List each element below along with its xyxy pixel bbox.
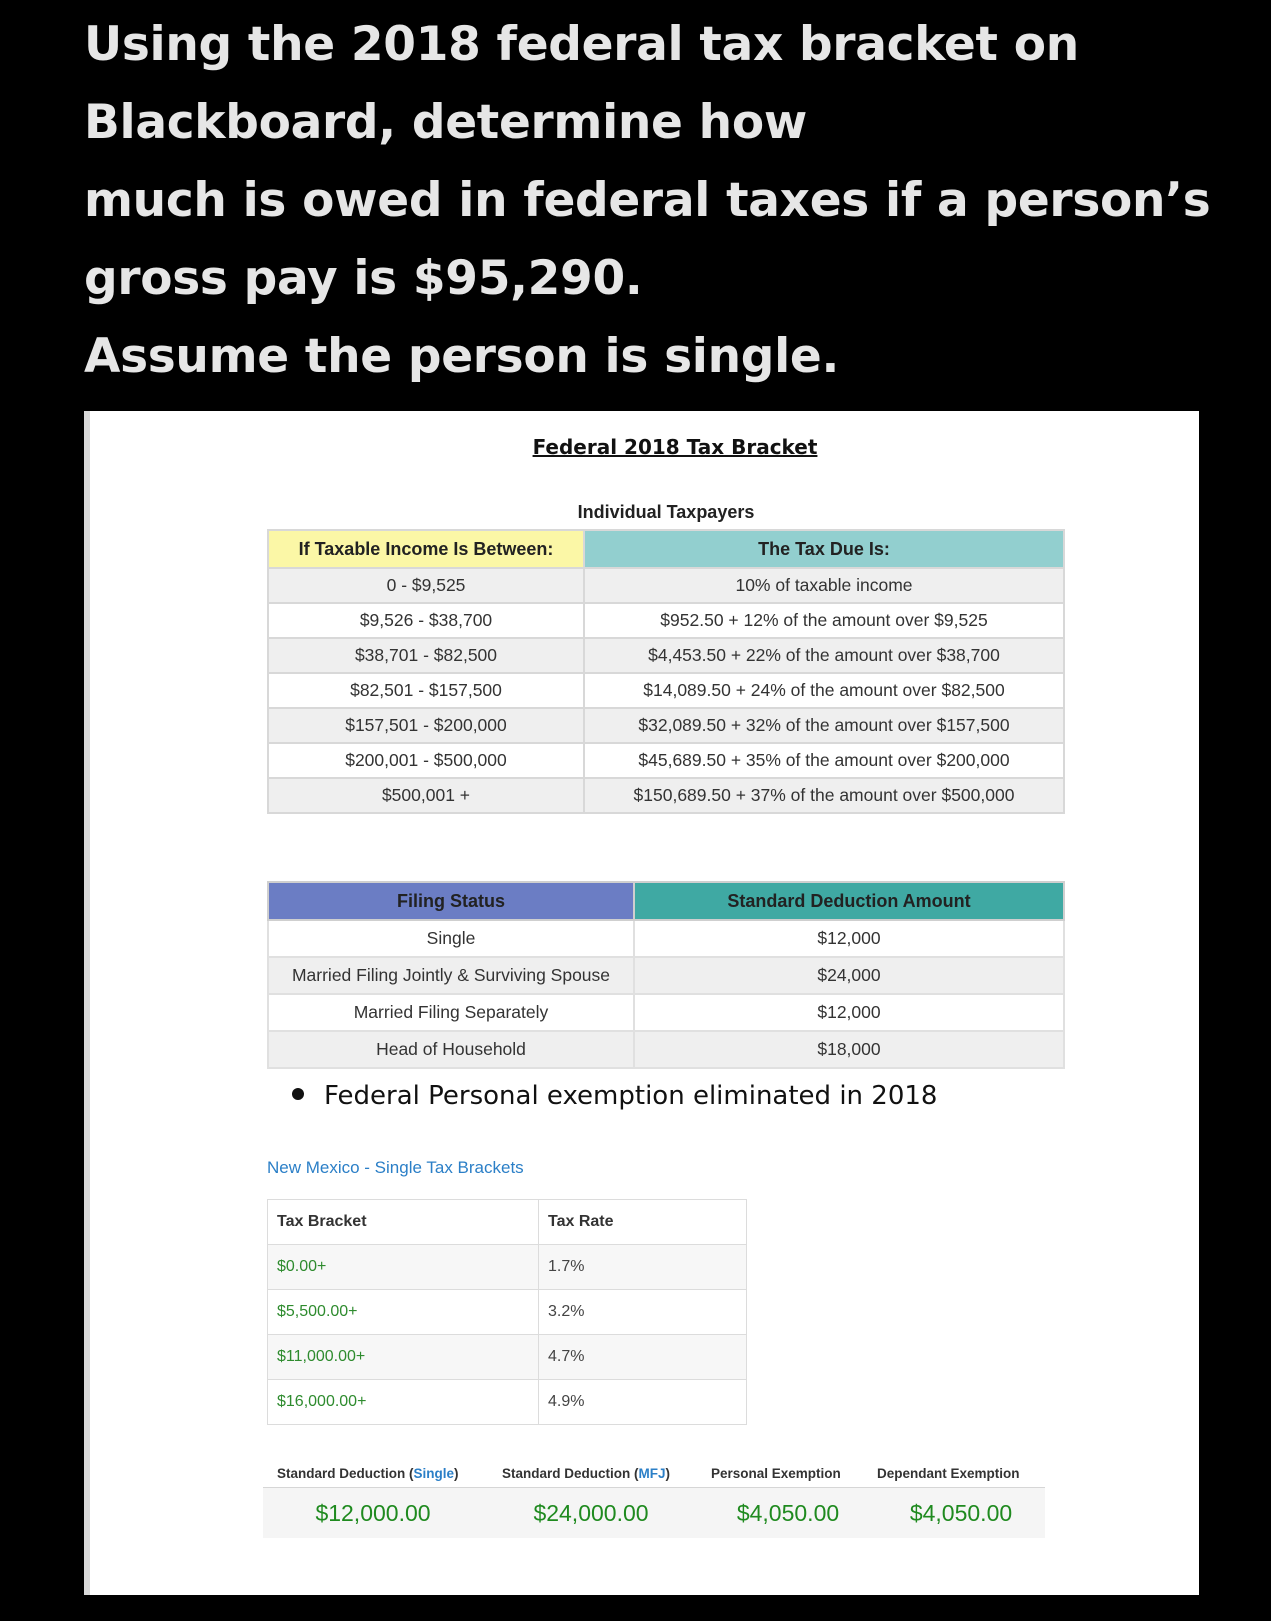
bullet-text: Federal Personal exemption eliminated in 2018: [324, 1081, 938, 1111]
summary-header-dependant: Dependant Exemption: [877, 1466, 1020, 1481]
question-line: gross pay is $95,290.: [84, 251, 643, 306]
tax-bracket: $16,000.00+: [268, 1380, 539, 1425]
tax-bracket: $5,500.00+: [268, 1290, 539, 1335]
table-row: [268, 957, 1064, 994]
nm-tax-table: [267, 1199, 747, 1425]
question-line: Using the 2018 federal tax bracket on: [84, 17, 1079, 72]
document-image: [84, 411, 1199, 1595]
filing-status: Married Filing Separately: [268, 994, 634, 1031]
income-range: $9,526 - $38,700: [268, 603, 584, 638]
table-row: [268, 673, 1064, 708]
income-range: $82,501 - $157,500: [268, 673, 584, 708]
question-text: [84, 6, 1234, 396]
summary-values: [263, 1488, 1045, 1538]
single-link[interactable]: Single: [413, 1466, 455, 1481]
bullet-item: [292, 1081, 937, 1111]
tax-bracket: $11,000.00+: [268, 1335, 539, 1380]
tax-due: $45,689.50 + 35% of the amount over $200,000: [584, 743, 1064, 778]
filing-status: Married Filing Jointly & Surviving Spouse: [268, 957, 634, 994]
income-range: $200,001 - $500,000: [268, 743, 584, 778]
table-row: [268, 603, 1064, 638]
standard-deduction-table: [267, 881, 1065, 1069]
tax-due: $150,689.50 + 37% of the amount over $500,000: [584, 778, 1064, 813]
income-range: $38,701 - $82,500: [268, 638, 584, 673]
nm-brackets-link[interactable]: New Mexico - Single Tax Brackets: [267, 1158, 524, 1177]
tax-rate: 3.2%: [539, 1290, 747, 1335]
table-row: [268, 1380, 747, 1425]
table-row: [268, 708, 1064, 743]
deduction-summary: [263, 1451, 1045, 1538]
deduction-amount: $24,000: [634, 957, 1064, 994]
single-deduction-value: $12,000.00: [315, 1499, 431, 1526]
federal-tax-table: [267, 495, 1065, 814]
tax-due: $4,453.50 + 22% of the amount over $38,700: [584, 638, 1064, 673]
income-range: $157,501 - $200,000: [268, 708, 584, 743]
income-range: $500,001 +: [268, 778, 584, 813]
dependant-exemption-value: $4,050.00: [909, 1499, 1013, 1526]
column-header: Tax Bracket: [268, 1200, 539, 1245]
tax-rate: 4.7%: [539, 1335, 747, 1380]
deduction-amount: $12,000: [634, 994, 1064, 1031]
summary-header-mfj: Standard Deduction (MFJ): [502, 1466, 671, 1481]
mfj-link[interactable]: MFJ: [638, 1466, 666, 1481]
table-row: [268, 778, 1064, 813]
table-row: [268, 1031, 1064, 1068]
mfj-deduction-value: $24,000.00: [533, 1499, 649, 1526]
table-row: [268, 1290, 747, 1335]
tax-due: $952.50 + 12% of the amount over $9,525: [584, 603, 1064, 638]
bullet-dot-icon: [292, 1088, 304, 1100]
column-header: Filing Status: [268, 882, 634, 920]
table-row: [268, 638, 1064, 673]
deduction-amount: $12,000: [634, 920, 1064, 957]
summary-headers: [263, 1451, 1045, 1488]
question-line: Assume the person is single.: [84, 329, 840, 384]
column-header: The Tax Due Is:: [584, 530, 1064, 568]
column-header: Standard Deduction Amount: [634, 882, 1064, 920]
table-row: [268, 920, 1064, 957]
table-row: [268, 994, 1064, 1031]
tax-rate: 1.7%: [539, 1245, 747, 1290]
income-range: 0 - $9,525: [268, 568, 584, 603]
table-row: [268, 568, 1064, 603]
column-header: Tax Rate: [539, 1200, 747, 1245]
table-row: [268, 1335, 747, 1380]
question-line: much is owed in federal taxes if a person’s: [84, 173, 1211, 228]
summary-header-single: Standard Deduction (Single): [277, 1466, 459, 1481]
tax-due: $14,089.50 + 24% of the amount over $82,500: [584, 673, 1064, 708]
tax-due: 10% of taxable income: [584, 568, 1064, 603]
tax-bracket: $0.00+: [268, 1245, 539, 1290]
deduction-amount: $18,000: [634, 1031, 1064, 1068]
filing-status: Head of Household: [268, 1031, 634, 1068]
tax-rate: 4.9%: [539, 1380, 747, 1425]
question-line: Blackboard, determine how: [84, 95, 807, 150]
personal-exemption-value: $4,050.00: [736, 1499, 840, 1526]
table-row: [268, 1245, 747, 1290]
summary-header-personal: Personal Exemption: [711, 1466, 841, 1481]
table-subtitle: Individual Taxpayers: [577, 502, 755, 522]
filing-status: Single: [268, 920, 634, 957]
document-title: Federal 2018 Tax Bracket: [532, 435, 818, 459]
column-header: If Taxable Income Is Between:: [268, 530, 584, 568]
table-row: [268, 743, 1064, 778]
tax-due: $32,089.50 + 32% of the amount over $157,500: [584, 708, 1064, 743]
